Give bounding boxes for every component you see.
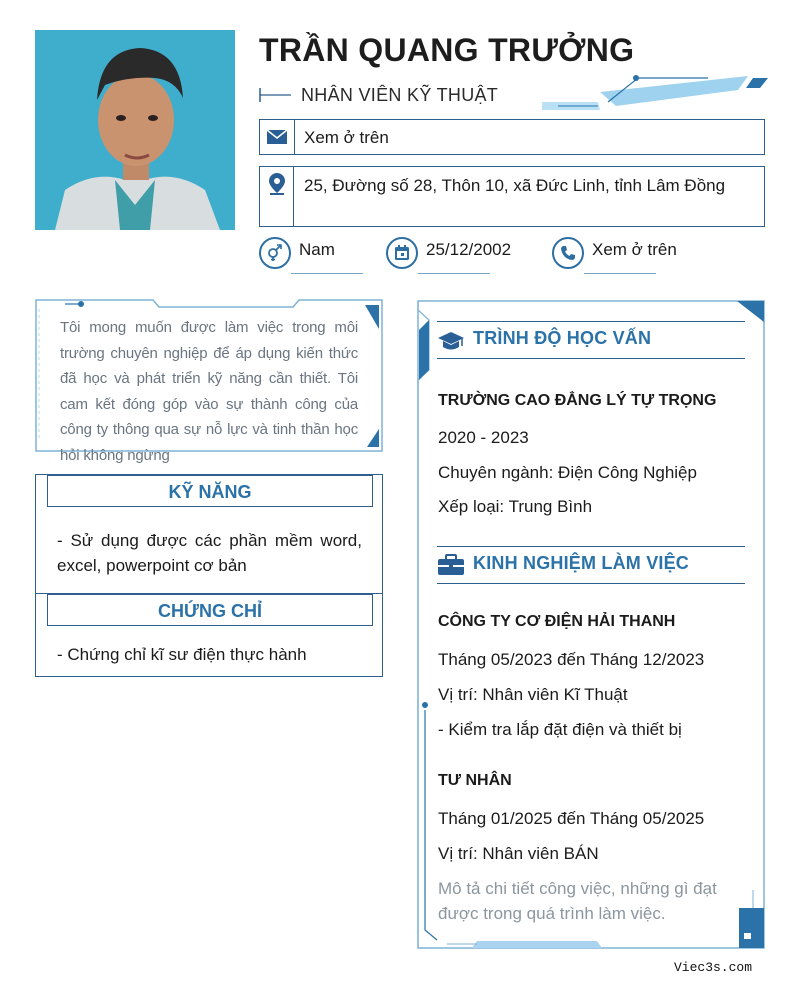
gender-icon: [259, 237, 291, 269]
calendar-icon: [386, 237, 418, 269]
objective-box: [35, 299, 383, 464]
experience-heading: KINH NGHIỆM LÀM VIỆC: [473, 553, 690, 573]
phone-underline: [584, 273, 656, 274]
education-heading: TRÌNH ĐỘ HỌC VẤN: [473, 328, 652, 348]
header-decoration: [538, 72, 770, 114]
skills-heading: KỸ NĂNG: [47, 475, 373, 507]
certificates-section: [35, 593, 383, 677]
education-major: Chuyên ngành: Điện Công Nghiệp: [438, 463, 697, 482]
job-1-description: - Kiểm tra lắp đặt điện và thiết bị: [438, 720, 682, 739]
address-box: [259, 166, 765, 227]
footer-watermark: Viec3s.com: [674, 960, 753, 975]
dob-value: 25/12/2002: [426, 240, 512, 259]
location-pin-icon: [260, 167, 294, 226]
email-value[interactable]: Xem ở trên: [304, 128, 389, 147]
right-column: [417, 300, 765, 950]
education-period: 2020 - 2023: [438, 428, 529, 447]
email-icon: [260, 120, 295, 154]
phone-value[interactable]: Xem ở trên: [592, 240, 677, 259]
dob-underline: [418, 273, 490, 274]
title-decoration: [259, 88, 291, 102]
profile-photo: [35, 30, 235, 230]
gender-value: Nam: [299, 240, 335, 259]
skills-text: - Sử dụng được các phần mềm word, excel, powerpoint cơ bản: [57, 531, 362, 575]
objective-text: Tôi mong muốn được làm việc trong môi trường chuyên nghiệp để áp dụng kiến thức đã học và phát triển kỹ năng cần thiết. Tôi cam kết đóng góp vào sự thành công của công ty thông qua sự nỗ lực và tinh thần học hỏi không ngừng: [60, 319, 358, 464]
job-2-description: Mô tả chi tiết công việc, những gì đạt được trong quá trình làm việc.: [438, 879, 717, 923]
job-2-period: Tháng 01/2025 đến Tháng 05/2025: [438, 809, 705, 828]
phone-icon: [552, 237, 584, 269]
job-title: NHÂN VIÊN KỸ THUẬT: [301, 85, 499, 105]
gender-underline: [291, 273, 363, 274]
job-2-position: Vị trí: Nhân viên BÁN: [438, 844, 599, 863]
experience-heading-bar: [437, 546, 745, 584]
job-1-position: Vị trí: Nhân viên Kĩ Thuật: [438, 685, 628, 704]
education-heading-bar: [437, 321, 745, 359]
education-school: TRƯỜNG CAO ĐẲNG LÝ TỰ TRỌNG: [438, 392, 717, 409]
job-2-company: TƯ NHÂN: [438, 772, 512, 789]
candidate-name: TRẦN QUANG TRƯỞNG: [259, 32, 635, 68]
certificates-text: - Chứng chỉ kĩ sư điện thực hành: [57, 645, 307, 664]
address-value: 25, Đường số 28, Thôn 10, xã Đức Linh, tỉnh Lâm Đồng: [304, 176, 726, 195]
job-1-period: Tháng 05/2023 đến Tháng 12/2023: [438, 650, 705, 669]
job-1-company: CÔNG TY CƠ ĐIỆN HẢI THANH: [438, 613, 676, 630]
briefcase-icon: [437, 553, 465, 577]
email-box: [259, 119, 765, 155]
graduation-cap-icon: [437, 328, 465, 352]
education-grade: Xếp loại: Trung Bình: [438, 497, 593, 516]
skills-section: [35, 474, 383, 594]
certificates-heading: CHỨNG CHỈ: [47, 594, 373, 626]
